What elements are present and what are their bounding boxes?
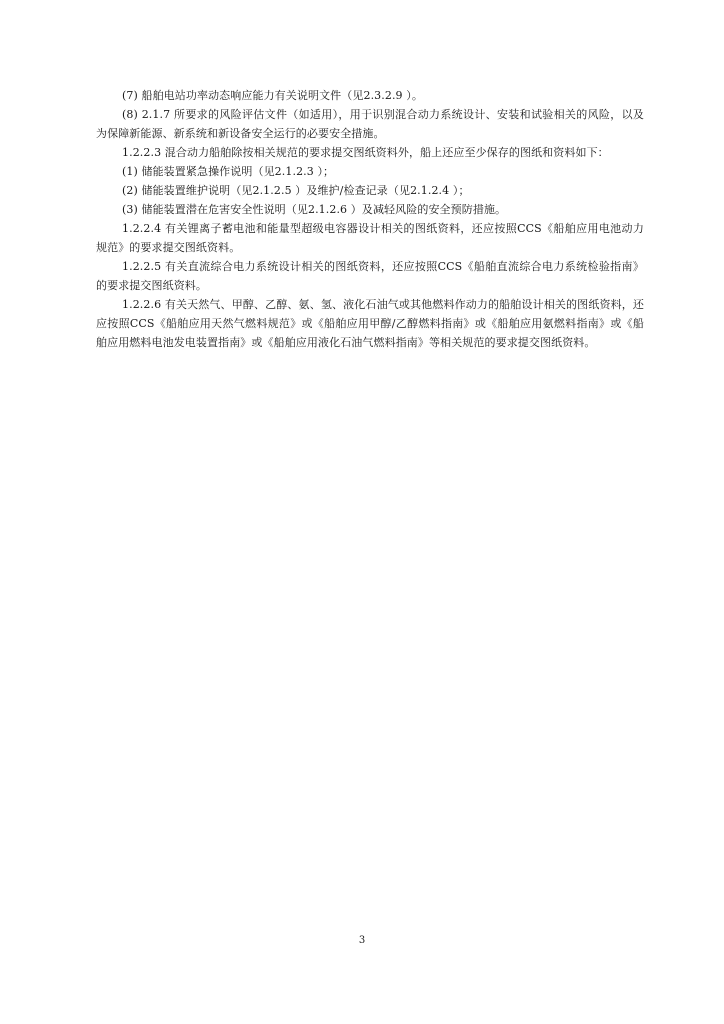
clause-1-2-2-5: 1.2.2.5 有关直流综合电力系统设计相关的图纸资料，还应按照CCS《船舶直流综合电力系统检验指南》的要求提交图纸资料。	[96, 260, 644, 292]
list-item-8: (8) 2.1.7 所要求的风险评估文件（如适用），用于识别混合动力系统设计、安装和试验相关的风险，以及为保障新能源、新系统和新设备安全运行的必要安全措施。	[96, 108, 644, 140]
clause-1-2-2-6: 1.2.2.6 有关天然气、甲醇、乙醇、氨、氢、液化石油气或其他燃料作动力的船舶设计相关的图纸资料，还应按照CCS《船舶应用天然气燃料规范》或《船舶应用甲醇/乙醇燃料指南》或《船舶应用氨燃料指南》或《船舶应用燃料电池发电装置指南》或《船舶应用液化石油气燃料指南》等相关规范的要求提交图纸资料。	[96, 298, 644, 349]
document-body	[96, 86, 644, 352]
page-number: 3	[358, 935, 366, 946]
list-item-2: (2) 储能装置维护说明（见2.1.2.5 ）及维护/检查记录（见2.1.2.4 ）；	[122, 184, 470, 197]
clause-1-2-2-3: 1.2.2.3 混合动力船舶除按相关规范的要求提交图纸资料外，船上还应至少保存的图纸和资料如下：	[122, 146, 609, 159]
clause-1-2-2-4: 1.2.2.4 有关锂离子蓄电池和能量型超级电容器设计相关的图纸资料，还应按照CCS《船舶应用电池动力规范》的要求提交图纸资料。	[96, 222, 644, 254]
list-item-1: (1) 储能装置紧急操作说明（见2.1.2.3 ）；	[122, 165, 335, 178]
list-item-7: (7) 船舶电站功率动态响应能力有关说明文件（见2.3.2.9 ）。	[122, 89, 423, 102]
list-item-3: (3) 储能装置潜在危害安全性说明（见2.1.2.6 ）及减轻风险的安全预防措施。	[122, 203, 507, 216]
